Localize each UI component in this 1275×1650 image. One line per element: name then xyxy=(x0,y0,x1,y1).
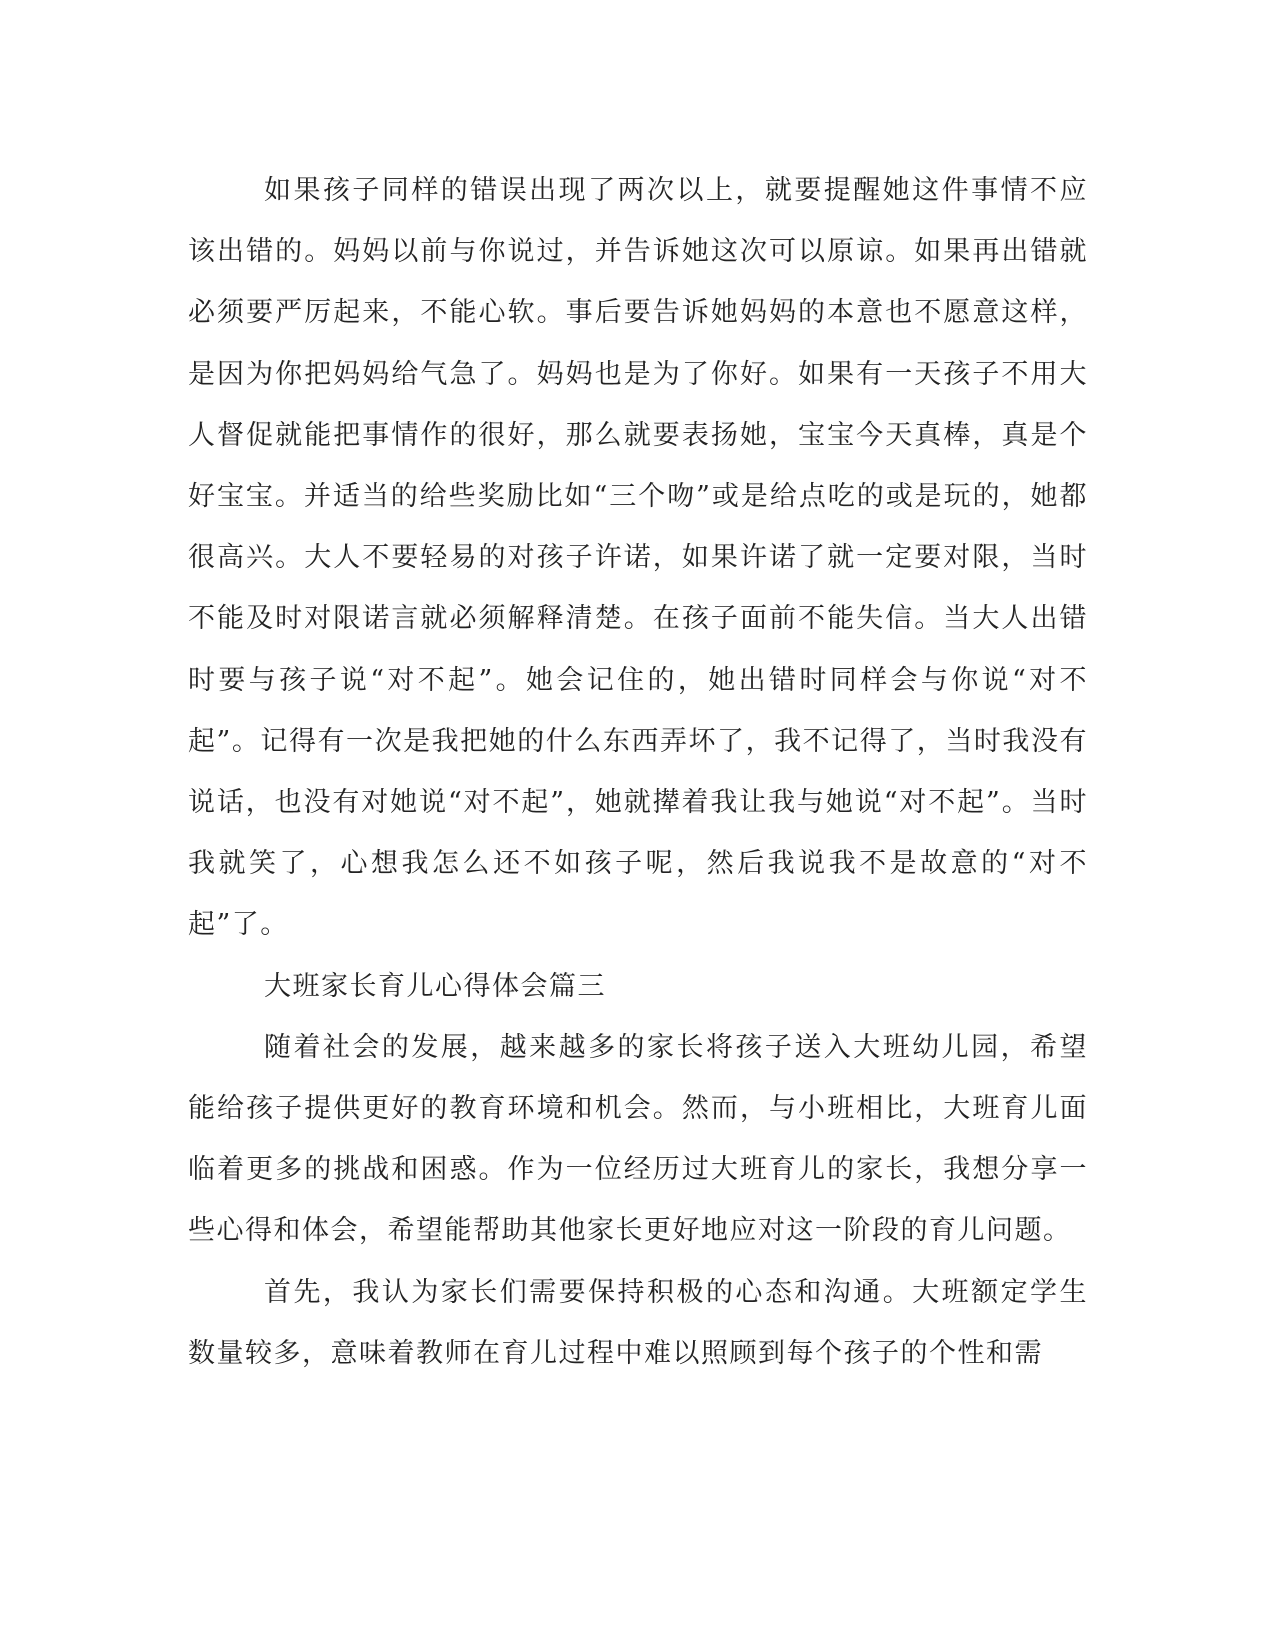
document-body xyxy=(188,160,1088,1384)
paragraph-discipline: 如果孩子同样的错误出现了两次以上，就要提醒她这件事情不应该出错的。妈妈以前与你说过，并告诉她这次可以原谅。如果再出错就必须要严厉起来，不能心软。事后要告诉她妈妈的本意也不愿意这样，是因为你把妈妈给气急了。妈妈也是为了你好。如果有一天孩子不用大人督促就能把事情作的很好，那么就要表扬她，宝宝今天真棒，真是个好宝宝。并适当的给些奖励比如“三个吻”或是给点吃的或是玩的，她都很高兴。大人不要轻易的对孩子许诺，如果许诺了就一定要对限，当时不能及时对限诺言就必须解释清楚。在孩子面前不能失信。当大人出错时要与孩子说“对不起”。她会记住的，她出错时同样会与你说“对不起”。记得有一次是我把她的什么东西弄坏了，我不记得了，当时我没有说话，也没有对她说“对不起”，她就撵着我让我与她说“对不起”。当时我就笑了，心想我怎么还不如孩子呢，然后我说我不是故意的“对不起”了。 xyxy=(188,175,1088,941)
paragraph-first-point: 首先，我认为家长们需要保持积极的心态和沟通。大班额定学生数量较多，意味着教师在育儿过程中难以照顾到每个孩子的个性和需 xyxy=(188,1276,1088,1369)
section-heading: 大班家长育儿心得体会篇三 xyxy=(264,970,606,1002)
paragraph-intro: 随着社会的发展，越来越多的家长将孩子送入大班幼儿园，希望能给孩子提供更好的教育环境和机会。然而，与小班相比，大班育儿面临着更多的挑战和困惑。作为一位经历过大班育儿的家长，我想分享一些心得和体会，希望能帮助其他家长更好地应对这一阶段的育儿问题。 xyxy=(188,1031,1088,1247)
